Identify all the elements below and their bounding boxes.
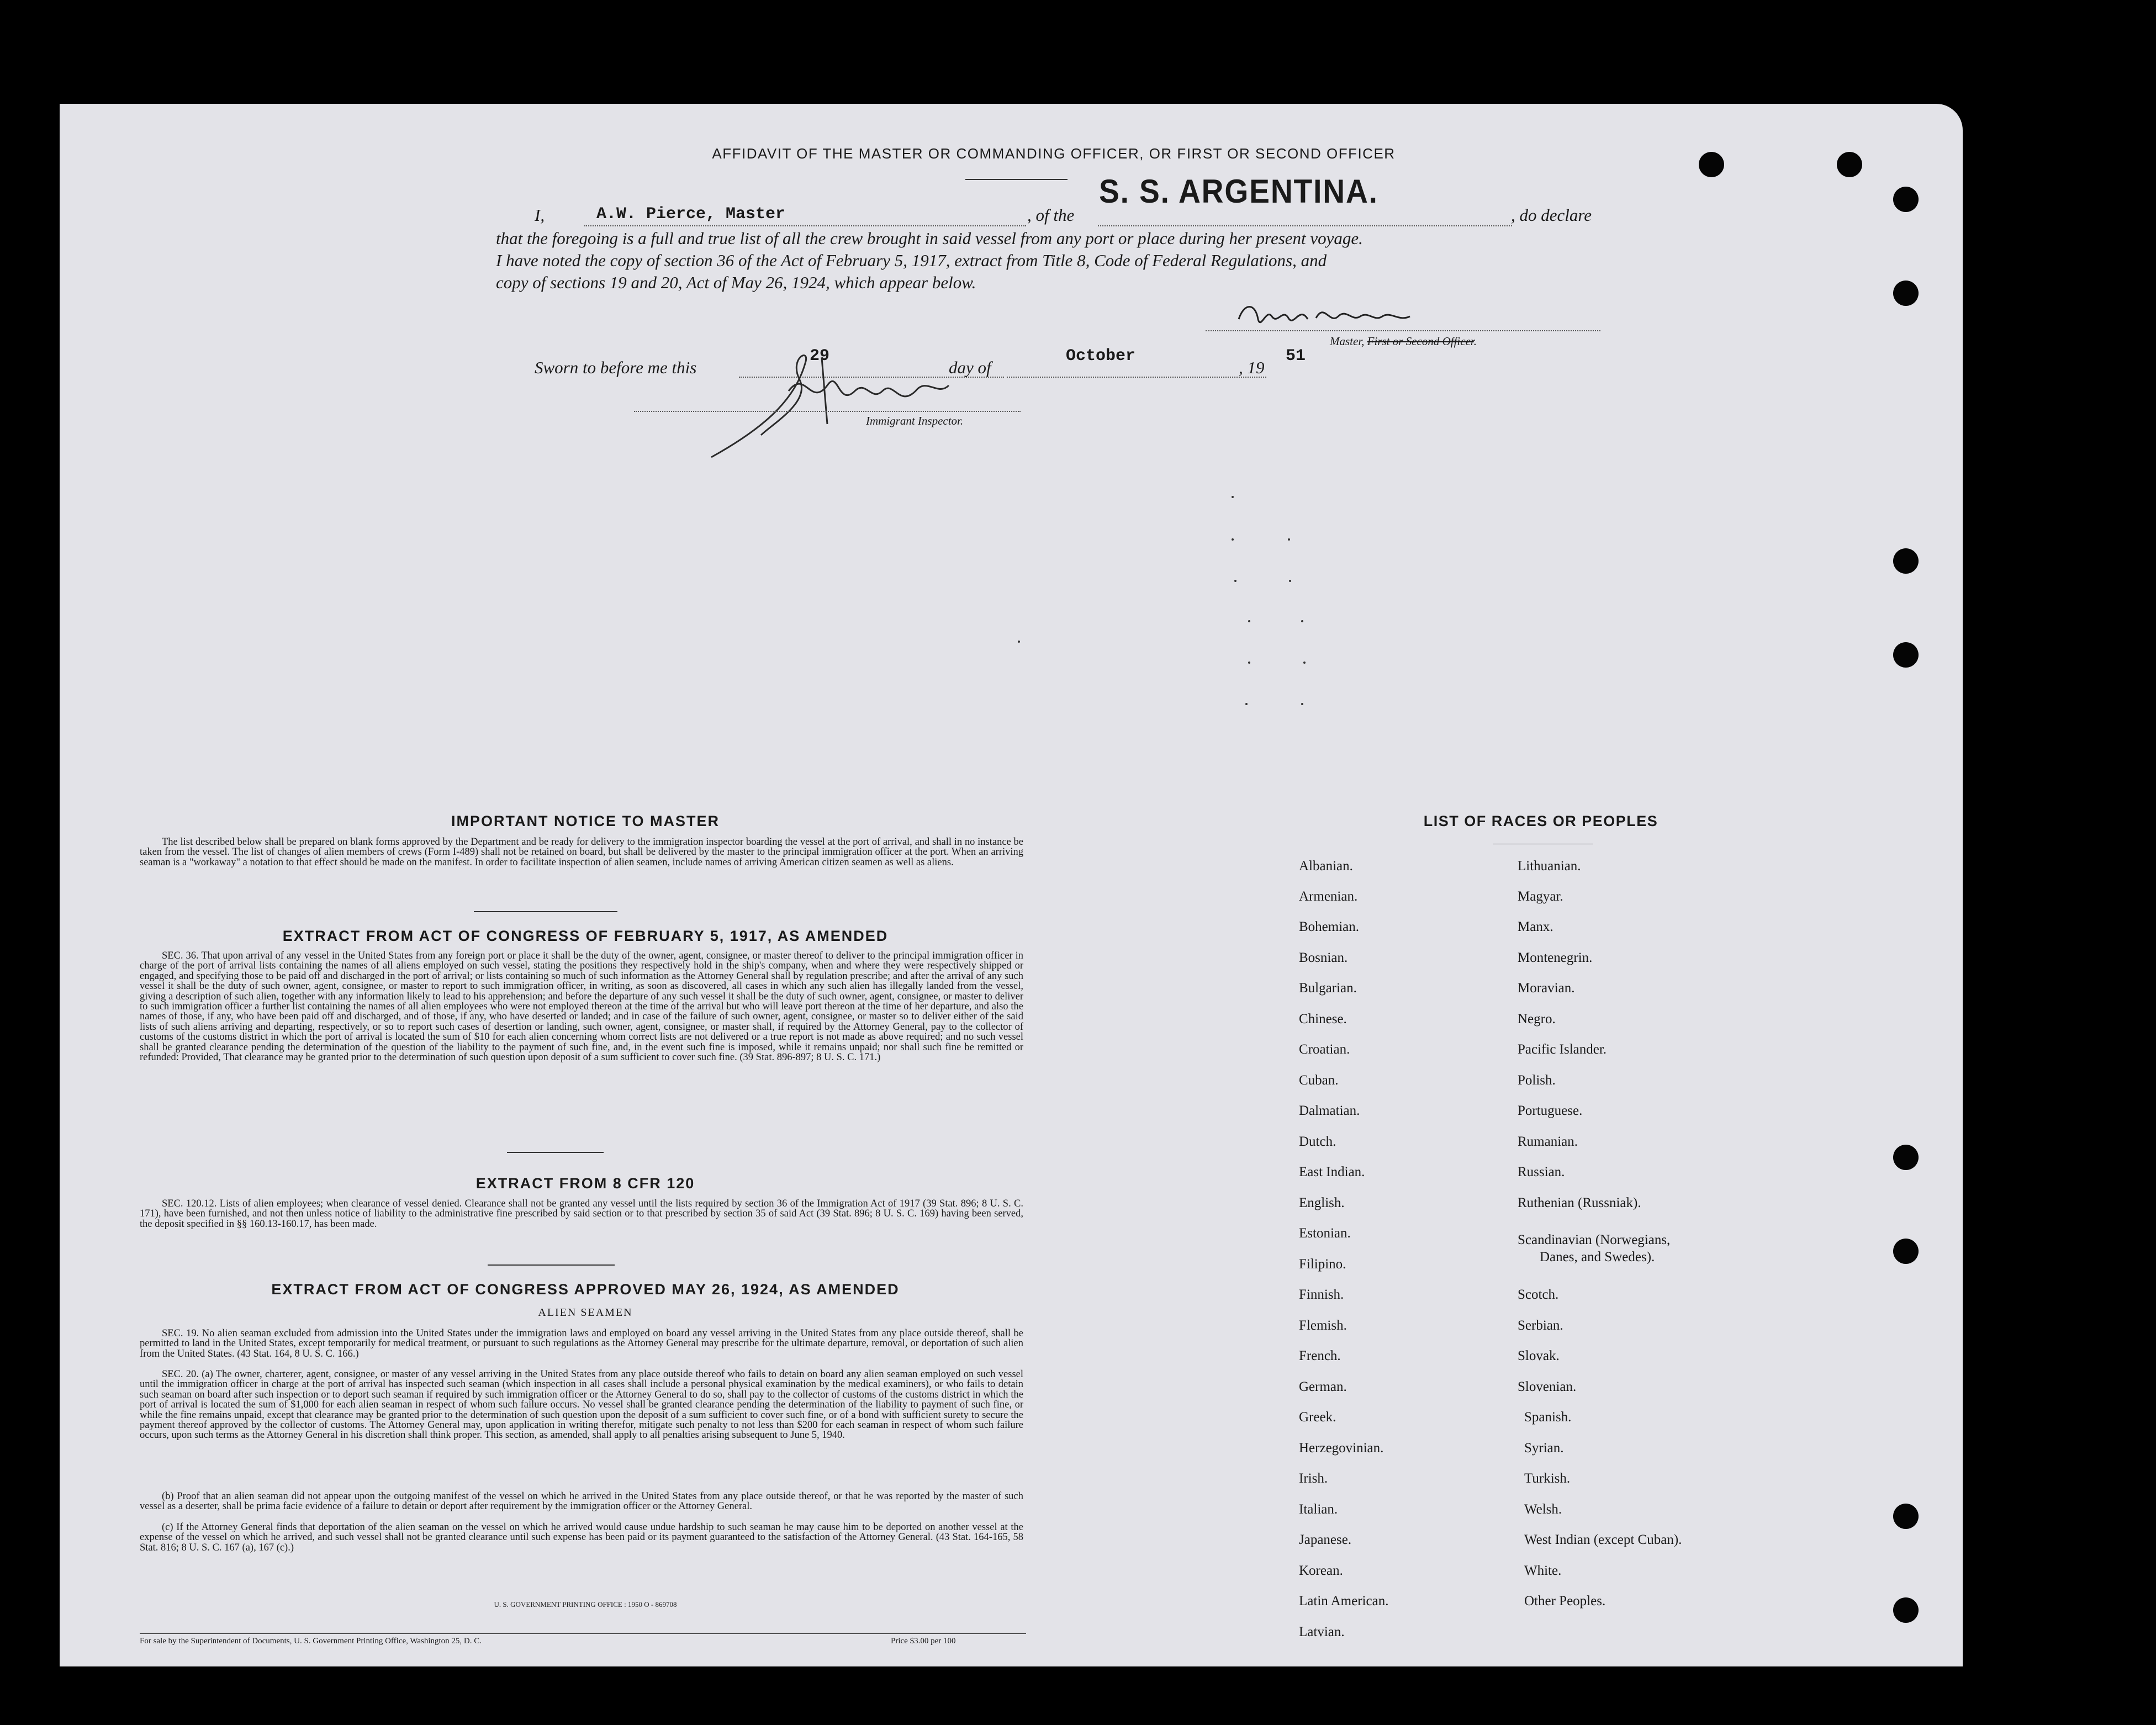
- race-item: Bohemian.: [1299, 919, 1360, 934]
- inspector-line: [634, 411, 1021, 412]
- extract-1924-subtitle: ALIEN SEAMEN: [538, 1306, 633, 1319]
- document-page: [60, 104, 1963, 1666]
- day-of-label: day of: [949, 358, 991, 377]
- race-item: West Indian (except Cuban).: [1524, 1532, 1682, 1547]
- speck: [1248, 662, 1250, 664]
- race-item: Montenegrin.: [1518, 950, 1593, 965]
- speck: [1248, 620, 1250, 622]
- race-item: Armenian.: [1299, 889, 1358, 904]
- race-item: Danes, and Swedes).: [1540, 1250, 1655, 1264]
- master-label: Master, First or Second Officer.: [1330, 335, 1477, 348]
- race-item: Scotch.: [1518, 1287, 1559, 1302]
- race-item: Ruthenian (Russniak).: [1518, 1195, 1641, 1210]
- race-item: Korean.: [1299, 1563, 1343, 1578]
- speck: [1303, 662, 1306, 664]
- race-item: Syrian.: [1524, 1441, 1564, 1456]
- do-declare-label: , do declare: [1511, 205, 1592, 225]
- speck: [1245, 703, 1248, 705]
- extract-8cfr-body: SEC. 120.12. Lists of alien employees; when clearance of vessel denied. Clearance shall not be granted any vessel until the lists required by section 36 of the Immigration Act of 1917 (39 Stat. 896; 8 U. S. C. 171), have been furnished, and not then unless notice of liability to the administrative fine prescribed by said section or to that prescribed by section 35 of said Act (39 Stat. 896; 8 U. S. C. 169) having been served, the deposit specified in §§ 160.13-160.17, has been made.: [140, 1198, 1023, 1230]
- binder-hole: [1893, 1145, 1919, 1170]
- race-item: East Indian.: [1299, 1165, 1365, 1179]
- race-item: French.: [1299, 1348, 1341, 1363]
- affidavit-line-2: that the foregoing is a full and true list of all the crew brought in said vessel from any port or place during her present voyage.: [496, 229, 1363, 248]
- race-item: Latvian.: [1299, 1625, 1345, 1639]
- race-item: Welsh.: [1524, 1502, 1562, 1517]
- year-prefix: , 19: [1239, 358, 1265, 377]
- race-item: Turkish.: [1524, 1471, 1571, 1486]
- race-item: Irish.: [1299, 1471, 1328, 1486]
- race-item: Dalmatian.: [1299, 1103, 1360, 1118]
- sworn-month-line: [1007, 377, 1266, 378]
- notice-title: IMPORTANT NOTICE TO MASTER: [451, 813, 720, 829]
- binder-hole: [1893, 1239, 1919, 1264]
- speck: [1289, 580, 1291, 582]
- declarant-line: [584, 225, 1026, 226]
- struck-role: First or Second Officer: [1367, 335, 1474, 348]
- master-role: Master,: [1330, 335, 1365, 348]
- race-item: Italian.: [1299, 1502, 1338, 1517]
- sworn-label: Sworn to before me this: [535, 358, 697, 377]
- race-item: Cuban.: [1299, 1073, 1339, 1088]
- speck: [1232, 538, 1234, 541]
- speck: [1234, 580, 1236, 582]
- race-item: Scandinavian (Norwegians,: [1518, 1232, 1671, 1247]
- race-item: Pacific Islander.: [1518, 1042, 1607, 1057]
- race-item: Chinese.: [1299, 1012, 1347, 1026]
- extract-1917-title: EXTRACT FROM ACT OF CONGRESS OF FEBRUARY 5, 1917, AS AMENDED: [282, 928, 889, 944]
- inspector-signature: [662, 325, 971, 465]
- master-signature: [1233, 292, 1432, 338]
- declarant-intro: I,: [535, 205, 545, 225]
- speck: [1301, 703, 1303, 705]
- vessel-line: [1098, 225, 1512, 226]
- binder-hole: [1893, 642, 1919, 668]
- race-item: Estonian.: [1299, 1226, 1351, 1241]
- race-item: Bulgarian.: [1299, 981, 1357, 996]
- race-item: Negro.: [1518, 1012, 1556, 1026]
- affidavit-line-4: copy of sections 19 and 20, Act of May 26, 1924, which appear below.: [496, 273, 976, 292]
- race-item: Dutch.: [1299, 1134, 1336, 1149]
- notice-body: The list described below shall be prepared on blank forms approved by the Department and be ready for delivery to the immigration inspector boarding the vessel at the port of arrival, and shall in no instance be taken from the vessel. The list of changes of alien members of crews (Form I-489) shall not be retained on board, but shall be delivered by the master to the principal immigration officer at the port. When an arriving seaman is a "workaway" a notation to that effect should be made on the manifest. In order to facilitate inspection of alien seamen, include names of arriving American citizen seamen as well as aliens.: [140, 837, 1023, 868]
- sworn-year: 51: [1286, 347, 1306, 366]
- race-item: English.: [1299, 1195, 1345, 1210]
- rule-3: [488, 1264, 615, 1266]
- race-item: Bosnian.: [1299, 950, 1348, 965]
- footer-price: Price $3.00 per 100: [891, 1637, 956, 1645]
- footer-sale: For sale by the Superintendent of Documents, U. S. Government Printing Office, Washington 25, D. C.: [140, 1637, 482, 1645]
- affidavit-title-rule: [965, 179, 1068, 180]
- master-signature-line: [1206, 330, 1600, 331]
- speck: [1288, 538, 1290, 541]
- race-item: Greek.: [1299, 1410, 1336, 1425]
- races-title: LIST OF RACES OR PEOPLES: [1423, 813, 1658, 829]
- binder-hole: [1893, 1504, 1919, 1529]
- race-item: Filipino.: [1299, 1257, 1346, 1272]
- rule-2: [507, 1152, 604, 1153]
- race-item: Rumanian.: [1518, 1134, 1578, 1149]
- race-item: Moravian.: [1518, 981, 1575, 996]
- inspector-label: Immigrant Inspector.: [866, 414, 964, 427]
- race-item: Slovenian.: [1518, 1379, 1577, 1394]
- race-item: Latin American.: [1299, 1594, 1389, 1608]
- sworn-day: 29: [810, 347, 830, 366]
- race-item: Magyar.: [1518, 889, 1563, 904]
- race-item: White.: [1524, 1563, 1562, 1578]
- race-item: Manx.: [1518, 919, 1553, 934]
- footer-rule: [140, 1633, 1026, 1634]
- race-item: Herzegovinian.: [1299, 1441, 1384, 1456]
- race-item: Portuguese.: [1518, 1103, 1583, 1118]
- race-item: Croatian.: [1299, 1042, 1350, 1057]
- gpo-line: U. S. GOVERNMENT PRINTING OFFICE : 1950 O - 869708: [494, 1600, 677, 1608]
- vessel-name-stamp: S. S. ARGENTINA.: [1099, 173, 1378, 210]
- race-item: Finnish.: [1299, 1287, 1344, 1302]
- binder-hole: [1893, 548, 1919, 574]
- race-item: German.: [1299, 1379, 1347, 1394]
- race-item: Japanese.: [1299, 1532, 1352, 1547]
- extract-1917-body: SEC. 36. That upon arrival of any vessel in the United States from any foreign port or place it shall be the duty of the owner, agent, consignee, or master thereof to deliver to the principal immigration officer in charge of the port of arrival lists containing the names of all aliens employed on such vessel, stating the positions they respectively hold in the ship's company, when and where they were respectively shipped or engaged, and specifying those to be paid off and discharged in the port of arrival; or lists containing so much of such information as the Attorney General shall by regulation prescribe; and after the arrival of any such vessel it shall be the duty of such owner, agent, consignee, or master to report to such immigration officer, in writing, as soon as discovered, all cases in which any such alien has illegally landed from the vessel, giving a description of such alien, together with any information likely to lead to his apprehension; and before the departure of any such vessel it shall be the duty of such owner, agent, consignee, or master to deliver to such immigration officer a further list containing the names of all alien employees who were not employed thereon at the time of the arrival but who will leave port thereon at the time of her departure, and also the names of those, if any, who have been paid off and discharged, and of those, if any, who have deserted or landed; and in case of the failure of such owner, agent, consignee, or master so to deliver either of the said lists of such aliens arriving and departing, respectively, or so to report such cases of desertion or landing, such owner, agent, consignee, or master shall, if required by the Attorney General, pay to the collector of customs of the customs district in which the port of arrival is located the sum of $10 for each alien concerning whom correct lists are not delivered or a true report is not made as above required; and no such vessel shall be granted clearance pending the determination of the question of the liability to the payment of such fine, and, in the event such fine is imposed, while it remains unpaid; nor shall such fine be remitted or refunded: Provided, That clearance may be granted prior to the determination of such question upon deposit of a sum sufficient to cover such fine. (39 Stat. 896-897; 8 U. S. C. 171.): [140, 950, 1023, 1063]
- extract-1924-sec20a: SEC. 20. (a) The owner, charterer, agent, consignee, or master of any vessel arriving in the United States from any place outside thereof who fails to detain on board any alien seaman employed on such vessel until the immigration officer in charge at the port of arrival has inspected such seaman (which inspection in all cases shall include a personal physical examination by the medical examiners), or who fails to detain such seaman on board after such inspection or to deport such seaman if required by such immigration officer or the Attorney General to do so, shall pay to the collector of customs of the customs district in which the port of arrival is located the sum of $1,000 for each alien seaman in respect of whom such failure occurs. No vessel shall be granted clearance pending the determination of the liability to payment of such fine, or while the fine remains unpaid, except that clearance may be granted prior to the determination of such question upon the deposit of a sum sufficient to cover such fine, or of a bond with sufficient surety to secure the payment thereof approved by the collector of customs. The Attorney General may, upon application in writing therefor, mitigate such penalty to not less than $200 for each seaman in respect of whom such failure occurs, upon such terms as the Attorney General in his discretion shall think proper. This section, as amended, shall apply to all penalties arising subsequent to June 5, 1940.: [140, 1369, 1023, 1441]
- race-item: Polish.: [1518, 1073, 1556, 1088]
- affidavit-title: AFFIDAVIT OF THE MASTER OR COMMANDING OFFICER, OR FIRST OR SECOND OFFICER: [712, 145, 1396, 162]
- sworn-month: October: [1066, 347, 1136, 366]
- binder-hole: [1893, 281, 1919, 306]
- race-item: Lithuanian.: [1518, 859, 1581, 874]
- speck: [1232, 496, 1234, 498]
- speck: [1301, 620, 1303, 622]
- of-the-label: , of the: [1027, 205, 1075, 225]
- race-item: Spanish.: [1524, 1410, 1572, 1425]
- race-item: Russian.: [1518, 1165, 1565, 1179]
- rule-1: [474, 911, 617, 912]
- race-item: Serbian.: [1518, 1318, 1563, 1333]
- speck: [1018, 641, 1020, 643]
- extract-1924-sec20c: (c) If the Attorney General finds that deportation of the alien seaman on the vessel on which he arrived would cause undue hardship to such seaman he may cause him to be deported on another vessel at the expense of the vessel on which he arrived, and such vessel shall not be granted clearance until such expense has been paid or its payment guaranteed to the satisfaction of the Attorney General. (43 Stat. 164-165, 58 Stat. 816; 8 U. S. C. 167 (a), 167 (c).): [140, 1522, 1023, 1553]
- race-item: Slovak.: [1518, 1348, 1560, 1363]
- extract-8cfr-title: EXTRACT FROM 8 CFR 120: [475, 1175, 695, 1192]
- binder-hole: [1893, 187, 1919, 212]
- binder-hole: [1699, 152, 1724, 177]
- race-item: Other Peoples.: [1524, 1594, 1606, 1608]
- declarant-name: A.W. Pierce, Master: [596, 205, 786, 224]
- race-item: Flemish.: [1299, 1318, 1347, 1333]
- binder-hole: [1837, 152, 1862, 177]
- race-item: Albanian.: [1299, 859, 1353, 874]
- extract-1924-title: EXTRACT FROM ACT OF CONGRESS APPROVED MAY 26, 1924, AS AMENDED: [271, 1281, 900, 1298]
- extract-1924-sec20b: (b) Proof that an alien seaman did not appear upon the outgoing manifest of the vessel on which he arrived in the United States from any place outside thereof, or that he was reported by the master of such vessel as a deserter, shall be prima facie evidence of a failure to detain or deport after requirement by the immigration officer or the Attorney General.: [140, 1491, 1023, 1512]
- affidavit-line-3: I have noted the copy of section 36 of the Act of February 5, 1917, extract from Title 8, Code of Federal Regulations, and: [496, 251, 1327, 270]
- extract-1924-sec19: SEC. 19. No alien seaman excluded from admission into the United States under the immigration laws and employed on board any vessel arriving in the United States from any place outside thereof, shall be permitted to land in the United States, except temporarily for medical treatment, or pursuant to such regulations as the Attorney General may prescribe for the ultimate departure, removal, or deportation of such alien from the United States. (43 Stat. 164, 8 U. S. C. 166.): [140, 1328, 1023, 1359]
- binder-hole: [1893, 1597, 1919, 1623]
